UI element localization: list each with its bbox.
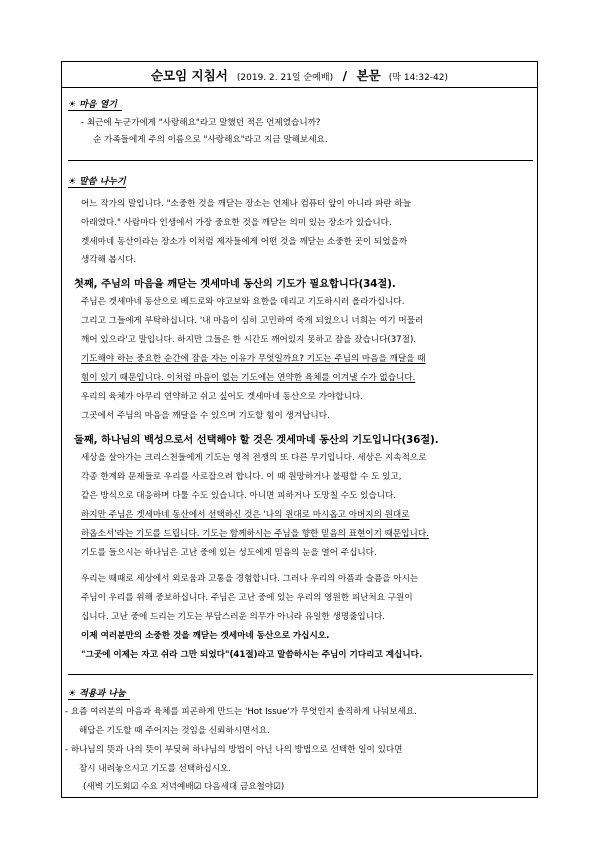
- worship-checklist: (새벽 기도회☑ 수요 저녁예배☑ 다음세대 금요철야☑): [83, 782, 285, 792]
- application-line: - 요즘 여러분의 마음과 육체를 피곤하게 만드는 'Hot Issue'가 무엇인지 솔직하게 나눠보세요.: [65, 707, 417, 717]
- title-scripture-ref: (막 14:32-42): [388, 73, 449, 83]
- section-application-rule: [68, 699, 130, 700]
- section-divider: [68, 160, 533, 161]
- point1-line: 그리고 그들에게 부탁하십니다. '내 마음이 심히 고민하여 죽게 되었으니 너희는 여기 머물러: [81, 316, 424, 326]
- title-slash: /: [338, 68, 352, 83]
- point1-line-underlined: 힘이 있기 때문입니다. 이처럼 마음이 없는 기도에는 연약한 육체를 이겨낼 수가 없습니다.: [81, 373, 416, 383]
- point1-line: 그곳에서 주님의 마음을 깨달을 수 있으며 기도할 힘이 생겨납니다.: [81, 411, 330, 421]
- open-heart-line: 순 가족들에게 주의 이름으로 "사랑해요"라고 지금 말해보세요.: [93, 135, 328, 145]
- point1-line-underlined: 기도해야 하는 중요한 순간에 잠을 자는 이유가 무엇일까요? 기도는 주님의 마음을 깨달을 때: [81, 354, 426, 364]
- section-open-heart-title: 마음 열기: [79, 100, 117, 110]
- point2-heading: 둘째, 하나님의 백성으로서 선택해야 할 것은 겟세마네 동산의 기도입니다(36절).: [74, 435, 439, 446]
- closing-line: 우리는 때때로 세상에서 외로움과 고통을 경험합니다. 그러나 우리의 아픔과 슬픔을 아시는: [81, 574, 419, 584]
- section-open-heart-rule: [68, 110, 122, 111]
- point2-line: 세상을 살아가는 크리스천들에게 기도는 영적 전쟁의 또 다른 무기입니다. 세상은 지속적으로: [81, 453, 427, 463]
- sun-icon: ☀: [68, 689, 77, 699]
- intro-line: 겟세마네 동산이라는 장소가 이처럼 제자들에게 어떤 것을 깨닫는 소중한 곳이 되었을까: [81, 237, 408, 247]
- section-open-heart-heading: [68, 97, 117, 110]
- application-line: 해답은 기도할 때 주어지는 것임을 신뢰하시면서요.: [79, 726, 270, 736]
- application-line: - 하나님의 뜻과 나의 뜻이 부딪혀 하나님의 방법이 아닌 나의 방법으로 선택한 일이 있다면: [65, 745, 403, 755]
- point2-line: 각종 한계와 문제들로 우리를 사로잡으려 합니다. 이 때 원망하거나 불평할 수 도 있고,: [81, 472, 402, 482]
- section-application-heading: [68, 686, 126, 699]
- section-word-heading: [68, 174, 126, 187]
- section-word-rule: [68, 187, 126, 188]
- point1-line: 깨어 있으라'고 말입니다. 하지만 그들은 한 시간도 깨어있지 못하고 잠을 잤습니다(37절).: [81, 335, 417, 345]
- title-main: 순모임 지침서: [150, 68, 228, 83]
- closing-bold-line: "그곳에 이제는 자고 쉬라 그만 되었다"(41절)라고 말씀하시는 주님이 기다리고 계십니다.: [81, 650, 423, 660]
- point2-line: 기도를 들으시는 하나님은 고난 중에 있는 성도에게 믿음의 눈을 열어 주십니다.: [81, 548, 377, 558]
- point2-line: 같은 방식으로 대응하며 다툴 수도 있습니다. 아니면 피하거나 도망칠 수도 있습니다.: [81, 491, 397, 501]
- section-divider: [68, 674, 533, 675]
- point1-line: 우리의 육체가 아무리 연약하고 쉬고 싶어도 겟세마네 동산으로 가야합니다.: [81, 392, 363, 402]
- point2-line-underlined: 하옵소서'라는 기도를 드립니다. 기도는 함께하시는 주님을 향한 믿음의 표현이기 때문입니다.: [81, 529, 429, 539]
- intro-line: 아래였다." 사람마다 인생에서 가장 중요한 것을 깨닫는 의미 있는 장소가 있습니다.: [81, 218, 392, 228]
- application-line: 잠시 내려놓으시고 기도를 선택하십시오.: [79, 764, 232, 774]
- intro-line: 생각해 봅시다.: [81, 255, 137, 265]
- sun-icon: ☀: [68, 177, 77, 187]
- closing-line: 주님이 우리를 위해 중보하십니다. 주님은 고난 중에 있는 우리의 영원한 피난처요 구원이: [81, 593, 413, 603]
- point1-heading: 첫째, 주님의 마음을 깨닫는 겟세마네 동산의 기도가 필요합니다(34절).: [74, 279, 396, 290]
- point1-line: 주님은 겟세마네 동산으로 베드로와 야고보와 요한을 데리고 기도하시러 올라가십니다.: [81, 297, 405, 307]
- closing-bold-line: 이제 여러분만의 소중한 것을 깨닫는 겟세마네 동산으로 가십시오.: [81, 631, 330, 641]
- title-meta: (2019. 2. 21일 순예배): [236, 73, 334, 83]
- guide-document: [61, 61, 538, 798]
- title-scripture-label: 본문: [356, 68, 381, 83]
- section-application-title: 적용과 나눔: [79, 689, 126, 699]
- section-word-title: 말씀 나누기: [79, 177, 126, 187]
- open-heart-line: - 최근에 누군가에게 "사랑해요"라고 말했던 적은 언제였습니까?: [81, 118, 321, 128]
- intro-line: 어느 작가의 말입니다. "소중한 것을 깨닫는 장소는 언제나 컴퓨터 앞이 아니라 파란 하늘: [81, 199, 412, 209]
- document-title: [62, 62, 537, 88]
- sun-icon: ☀: [68, 100, 77, 110]
- closing-line: 십니다. 고난 중에 드리는 기도는 부담스러운 의무가 아니라 유일한 생명줄입니다.: [81, 612, 386, 622]
- point2-line-underlined: 하지만 주님은 겟세마네 동산에서 선택하신 것은 '나의 원대로 마시옵고 아버지의 원대로: [81, 510, 410, 520]
